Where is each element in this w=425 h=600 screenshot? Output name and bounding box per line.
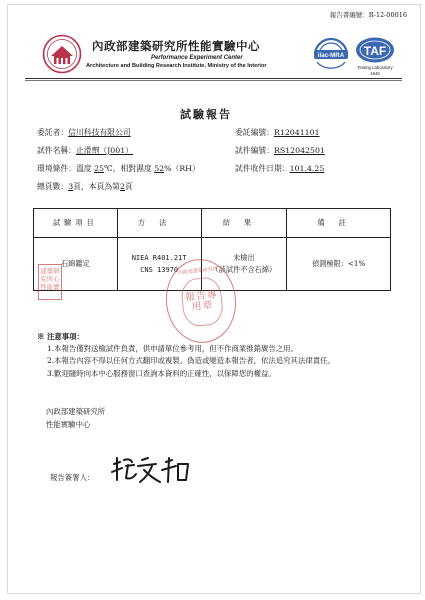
sample-name-label: 試件名稱： — [37, 146, 76, 155]
commission-no-label: 委託編號： — [235, 128, 274, 137]
method-line2: CNS 13970 — [140, 266, 179, 274]
header-method: 方法 — [117, 209, 201, 238]
report-title: 試驗報告 — [180, 108, 232, 121]
environment-row — [37, 163, 200, 174]
remark-cell: 偵測極限：<1% — [287, 238, 391, 291]
table-header-row — [34, 209, 391, 238]
sample-no-value: RS12042501 — [273, 146, 325, 155]
sample-no-row — [235, 145, 325, 156]
notes-section — [37, 331, 335, 380]
institute-logo — [42, 34, 82, 74]
issuing-lab — [46, 406, 105, 431]
pages-row — [37, 181, 133, 192]
result-line1: 未檢出 — [233, 253, 255, 262]
institute-square-stamp: 建築研究所心性能實 — [38, 264, 62, 300]
env-humidity-unit: %（RH） — [164, 164, 200, 173]
form-number-value: R-12-00016 — [368, 11, 407, 19]
commission-no-value: R12041101 — [273, 128, 320, 137]
ilac-mra-logo — [312, 36, 350, 70]
pages-middle-text: 頁，本頁為第 — [73, 182, 120, 191]
institute-name-en-line2: Architecture and Building Research Institute, Ministry of the Interior — [86, 63, 267, 69]
commission-no-row — [235, 127, 320, 138]
header-remark: 備註 — [287, 209, 391, 238]
env-temp-value: 25 — [94, 164, 104, 173]
institute-name-en-line1: Performance Experiment Center — [151, 55, 243, 61]
env-humidity-value: 52 — [154, 164, 165, 173]
round-stamp-top-text: 內政部建築研究所 — [177, 266, 219, 277]
method-line1: NIEA R401.21T — [131, 254, 187, 262]
taf-caption-line1: Testing Laboratory — [357, 65, 393, 70]
sample-name-value: 止滑劑（J001） — [75, 146, 133, 155]
pages-suffix: 頁 — [124, 182, 133, 191]
institute-name-zh: 內政部建築研究所性能實驗中心 — [92, 39, 260, 53]
lab-line2: 性能實驗中心 — [46, 419, 91, 429]
form-number-label: 報告書編號： — [329, 11, 369, 19]
client-value: 信川科技有限公司 — [68, 128, 131, 137]
lab-line1: 內政部建築研究所 — [46, 407, 106, 416]
header-result: 結果 — [201, 209, 287, 238]
env-temp-unit: ℃，相對濕度 — [103, 164, 152, 173]
round-stamp-center-text: 報告專用章 — [180, 276, 225, 328]
client-row — [37, 127, 131, 138]
total-pages-value: 3 — [68, 182, 74, 191]
handwritten-signature — [108, 454, 192, 488]
header-test-item: 試驗項目 — [34, 209, 118, 238]
note-item-3: 3.歡迎隨時向本中心服務窗口查詢本資料的正確性，以保障您的權益。 — [47, 368, 276, 378]
taf-logo-text: TAF — [363, 44, 387, 58]
page-no-value: 2 — [119, 182, 125, 191]
signer-label: 報告簽署人： — [50, 473, 95, 482]
ilac-logo-text: ilac-MRA — [317, 52, 345, 59]
env-temp-prefix: 溫度 — [75, 164, 92, 173]
received-date-value: 101.4.25 — [289, 164, 325, 173]
header-rule — [25, 78, 402, 79]
note-item-1: 1.本報告僅對送檢試件負責，供申請單位參考用，但不作商業推銷廣告之用。 — [47, 344, 298, 354]
pages-label: 總頁數： — [37, 182, 69, 191]
test-item-cell: 石綿鑑定 — [34, 238, 118, 291]
environment-label: 環境條件： — [37, 164, 76, 173]
note-item-2: 2.本報告內容不得以任何方式翻印或複製。偽造或變造本報告者，依法追究其法律責任。 — [47, 356, 335, 366]
header-rule-thin — [25, 80, 402, 81]
taf-caption-line2: 1646 — [370, 71, 380, 76]
sample-name-row — [37, 145, 133, 156]
taf-logo — [355, 36, 395, 64]
form-number — [330, 10, 407, 19]
sample-no-label: 試件編號： — [235, 146, 274, 155]
notes-heading: ※ 注意事項： — [37, 332, 84, 341]
taf-caption — [356, 65, 394, 77]
received-date-row — [235, 163, 324, 174]
result-line2: （該試件不含石綿） — [211, 265, 277, 274]
client-label: 委託者： — [37, 128, 69, 137]
received-date-label: 試件收件日期： — [235, 164, 290, 173]
